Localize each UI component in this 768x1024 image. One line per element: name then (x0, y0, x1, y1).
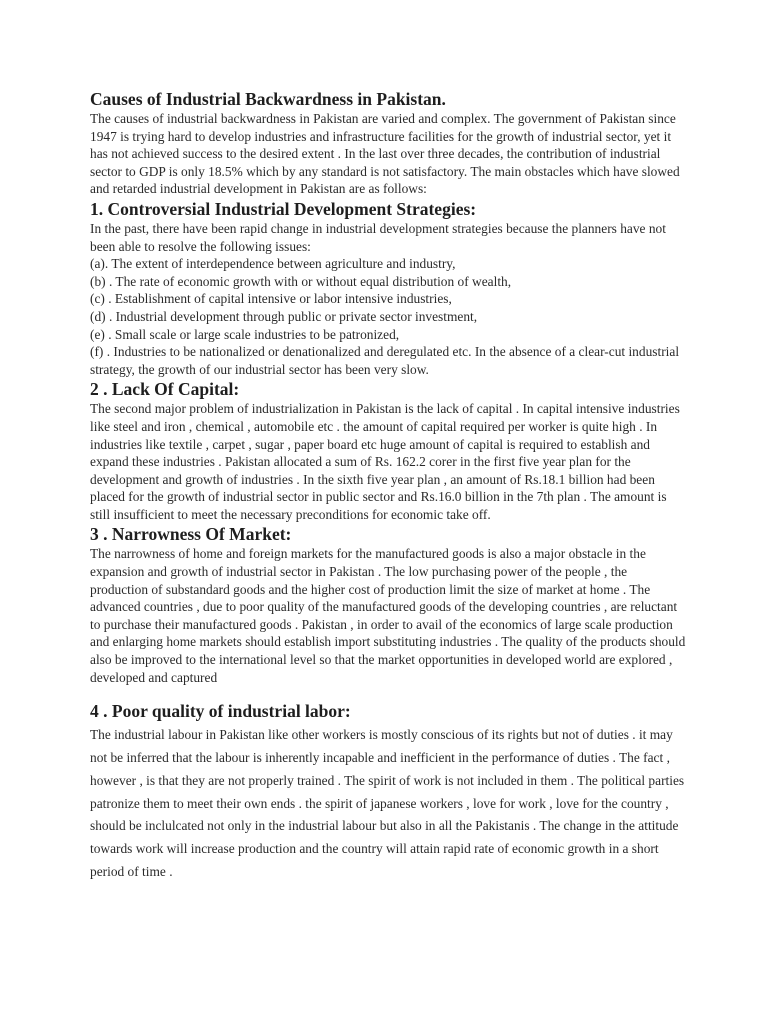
section-paragraph: The narrowness of home and foreign markets for the manufactured goods is also a major obstacle in the expansion and growth of industrial sector in Pakistan . The low purchasing power of the people , the production of substandard goods and the higher cost of production limit the size of market at home . The advanced countries , due to poor quality of the manufactured goods of the developing countries , are reluctant to purchase their manufactured goods . Pakistan , in order to avail of the economics of large scale production and enlarging home markets should establish import substituting industries . The quality of the products should also be improved to the international level so that the market opportunities in developed world are explored , developed and captured (90, 546, 686, 685)
list-item: (c) . Establishment of capital intensive or labor intensive industries, (90, 291, 452, 307)
section-development-strategies (90, 198, 686, 378)
section-heading: 2 . Lack Of Capital: (90, 379, 240, 400)
section-narrowness-of-market (90, 523, 686, 686)
list-item: (f) . Industries to be nationalized or denationalized and deregulated etc. In the absence of a clear-cut industrial strategy, the growth of our industrial sector has been very slow. (90, 344, 680, 377)
intro-paragraph: The causes of industrial backwardness in Pakistan are varied and complex. The government of Pakistan since 1947 is trying hard to develop industries and infrastructure facilities for the growth of industrial sector, yet it has not achieved success to the desired extent . In the last over three decades, the contribution of industrial sector to GDP is only 18.5% which by any standard is not satisfactory. The main obstacles which have slowed and retarded industrial development in Pakistan are as follows: (90, 111, 680, 197)
list-item: (d) . Industrial development through public or private sector investment, (90, 308, 478, 324)
list-item: (e) . Small scale or large scale industries to be patronized, (90, 326, 400, 342)
list-item: (a). The extent of interdependence between agriculture and industry, (90, 256, 456, 272)
document-page (90, 88, 686, 884)
section-paragraph: In the past, there have been rapid change in industrial development strategies because the planners have not been able to resolve the following issues: (90, 220, 666, 254)
section-heading: 3 . Narrowness Of Market: (90, 524, 292, 545)
section-heading: 1. Controversial Industrial Development Strategies: (90, 198, 477, 219)
section-industrial-labor (90, 700, 686, 884)
section-paragraph: The second major problem of industrialization in Pakistan is the lack of capital . In capital intensive industries like steel and iron , chemical , automobile etc . the amount of capital required per worker is quite high . In industries like textile , carpet , sugar , paper board etc huge amount of capital is required to establish and expand these industries . Pakistan allocated a sum of Rs. 162.2 corer in the first five year plan for the development and growth of industries . In the sixth five year plan , an amount of Rs.18.1 billion had been placed for the growth of industrial sector in public sector and Rs.16.0 billion in the 7th plan . The amount is still insufficient to meet the necessary preconditions for economic take off. (90, 401, 680, 522)
section-paragraph: The industrial labour in Pakistan like other workers is mostly conscious of its rights but not of duties . it may not be inferred that the labour is inherently incapable and inefficient in the performance of duties . The fact , however , is that they are not properly trained . The spirit of work is not included in them . The political parties patronize them to meet their own ends . the spirit of japanese workers , love for work , love for the country , should be inclulcated not only in the industrial labour but also in all the Pakistanis . The change in the attitude towards work will increase production and the country will attain rapid rate of economic growth in a short period of time . (90, 727, 685, 879)
section-heading: 4 . Poor quality of industrial labor: (90, 701, 351, 722)
section-lack-of-capital (90, 378, 686, 523)
list-item: (b) . The rate of economic growth with or without equal distribution of wealth, (90, 273, 512, 289)
document-title: Causes of Industrial Backwardness in Pakistan. (90, 89, 446, 109)
